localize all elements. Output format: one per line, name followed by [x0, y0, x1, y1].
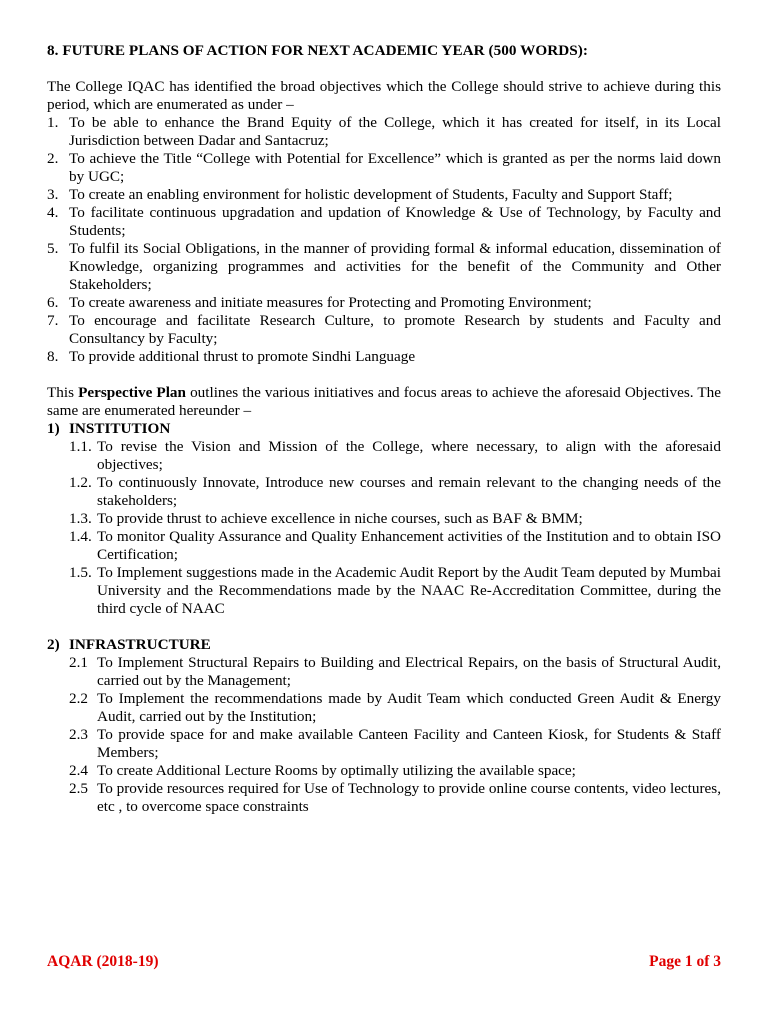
- list-item-number: 1.2.: [69, 474, 92, 491]
- intro-paragraph: The College IQAC has identified the broad objectives which the College should strive to achieve during this period, which are enumerated as under –: [47, 78, 721, 113]
- section-number: 1): [47, 420, 60, 437]
- list-item-number: 2.1: [69, 654, 88, 671]
- list-item: [47, 348, 721, 366]
- section-heading: 8. FUTURE PLANS OF ACTION FOR NEXT ACADEMIC YEAR (500 WORDS):: [47, 42, 588, 59]
- list-item-number: 6.: [47, 294, 59, 311]
- list-item-text: To provide resources required for Use of Technology to provide online course contents, video lectures, etc , to overcome space constraints: [97, 780, 721, 815]
- section-title-institution: [47, 420, 721, 438]
- footer-document-label: AQAR (2018-19): [47, 953, 159, 970]
- document-page: [47, 42, 721, 816]
- list-item: [47, 474, 721, 510]
- list-item-number: 1.3.: [69, 510, 92, 527]
- spacer: [47, 366, 721, 384]
- list-item-number: 1.5.: [69, 564, 92, 581]
- list-item-number: 2.4: [69, 762, 88, 779]
- list-item-text: To create Additional Lecture Rooms by optimally utilizing the available space;: [97, 762, 576, 779]
- perspective-text-after: outlines the various initiatives and focus areas to achieve the aforesaid Objectives. The same are enumerated hereunder –: [47, 384, 721, 419]
- list-item-text: To fulfil its Social Obligations, in the manner of providing formal & informal education, dissemination of Knowledge, organizing programmes and activities for the benefit of the Community and Other Stakeholders;: [69, 240, 721, 293]
- list-item-text: To achieve the Title “College with Potential for Excellence” which is granted as per the norms laid down by UGC;: [69, 150, 721, 185]
- list-item: [47, 114, 721, 150]
- list-item-text: To be able to enhance the Brand Equity of the College, which it has created for itself, in its Local Jurisdiction between Dadar and Santacruz;: [69, 114, 721, 149]
- institution-items: [47, 438, 721, 618]
- list-item: [47, 438, 721, 474]
- list-item-number: 8.: [47, 348, 59, 365]
- list-item-text: To continuously Innovate, Introduce new courses and remain relevant to the changing needs of the stakeholders;: [97, 474, 721, 509]
- spacer: [47, 618, 721, 636]
- section-title-text: INSTITUTION: [69, 420, 171, 437]
- list-item-number: 7.: [47, 312, 59, 329]
- list-item-text: To revise the Vision and Mission of the College, where necessary, to align with the aforesaid objectives;: [97, 438, 721, 473]
- list-item: [47, 186, 721, 204]
- perspective-paragraph: [47, 384, 721, 420]
- perspective-text-before: This: [47, 384, 79, 401]
- list-item-number: 1.: [47, 114, 59, 131]
- list-item-number: 2.: [47, 150, 59, 167]
- section-number: 2): [47, 636, 60, 653]
- list-item: [47, 204, 721, 240]
- footer-page-number: Page 1 of 3: [649, 953, 721, 970]
- list-item: [47, 762, 721, 780]
- list-item-number: 4.: [47, 204, 59, 221]
- list-item: [47, 294, 721, 312]
- list-item-number: 2.5: [69, 780, 88, 797]
- list-item-number: 5.: [47, 240, 59, 257]
- list-item-text: To create awareness and initiate measures for Protecting and Promoting Environment;: [69, 294, 592, 311]
- section-title-infrastructure: [47, 636, 721, 654]
- list-item-text: To encourage and facilitate Research Culture, to promote Research by students and Faculty and Consultancy by Faculty;: [69, 312, 721, 347]
- list-item: [47, 510, 721, 528]
- list-item: [47, 240, 721, 294]
- list-item-text: To Implement Structural Repairs to Building and Electrical Repairs, on the basis of Structural Audit, carried out by the Management;: [97, 654, 721, 689]
- list-item: [47, 564, 721, 618]
- section-title-text: INFRASTRUCTURE: [69, 636, 211, 653]
- list-item-text: To provide additional thrust to promote Sindhi Language: [69, 348, 416, 365]
- perspective-plan-term: Perspective Plan: [78, 384, 186, 401]
- list-item-text: To Implement the recommendations made by Audit Team which conducted Green Audit & Energy Audit, carried out by the Institution;: [97, 690, 721, 725]
- infrastructure-items: [47, 654, 721, 816]
- list-item-text: To monitor Quality Assurance and Quality Enhancement activities of the Institution and to obtain ISO Certification;: [97, 528, 721, 563]
- list-item-number: 1.1.: [69, 438, 92, 455]
- list-item-text: To facilitate continuous upgradation and updation of Knowledge & Use of Technology, by Faculty and Students;: [69, 204, 721, 239]
- list-item: [47, 312, 721, 348]
- list-item-number: 2.3: [69, 726, 88, 743]
- list-item-number: 2.2: [69, 690, 88, 707]
- list-item: [47, 654, 721, 690]
- objectives-list: [47, 114, 721, 366]
- list-item-number: 1.4.: [69, 528, 92, 545]
- list-item: [47, 150, 721, 186]
- list-item: [47, 780, 721, 816]
- list-item: [47, 690, 721, 726]
- list-item-text: To provide space for and make available Canteen Facility and Canteen Kiosk, for Students & Staff Members;: [97, 726, 721, 761]
- list-item-number: 3.: [47, 186, 59, 203]
- list-item-text: To provide thrust to achieve excellence in niche courses, such as BAF & BMM;: [97, 510, 583, 527]
- list-item: [47, 528, 721, 564]
- list-item: [47, 726, 721, 762]
- list-item-text: To create an enabling environment for holistic development of Students, Faculty and Support Staff;: [69, 186, 673, 203]
- list-item-text: To Implement suggestions made in the Academic Audit Report by the Audit Team deputed by Mumbai University and the Recommendations made by the NAAC Re-Accreditation Committee, during the third cycle of NAAC: [97, 564, 721, 617]
